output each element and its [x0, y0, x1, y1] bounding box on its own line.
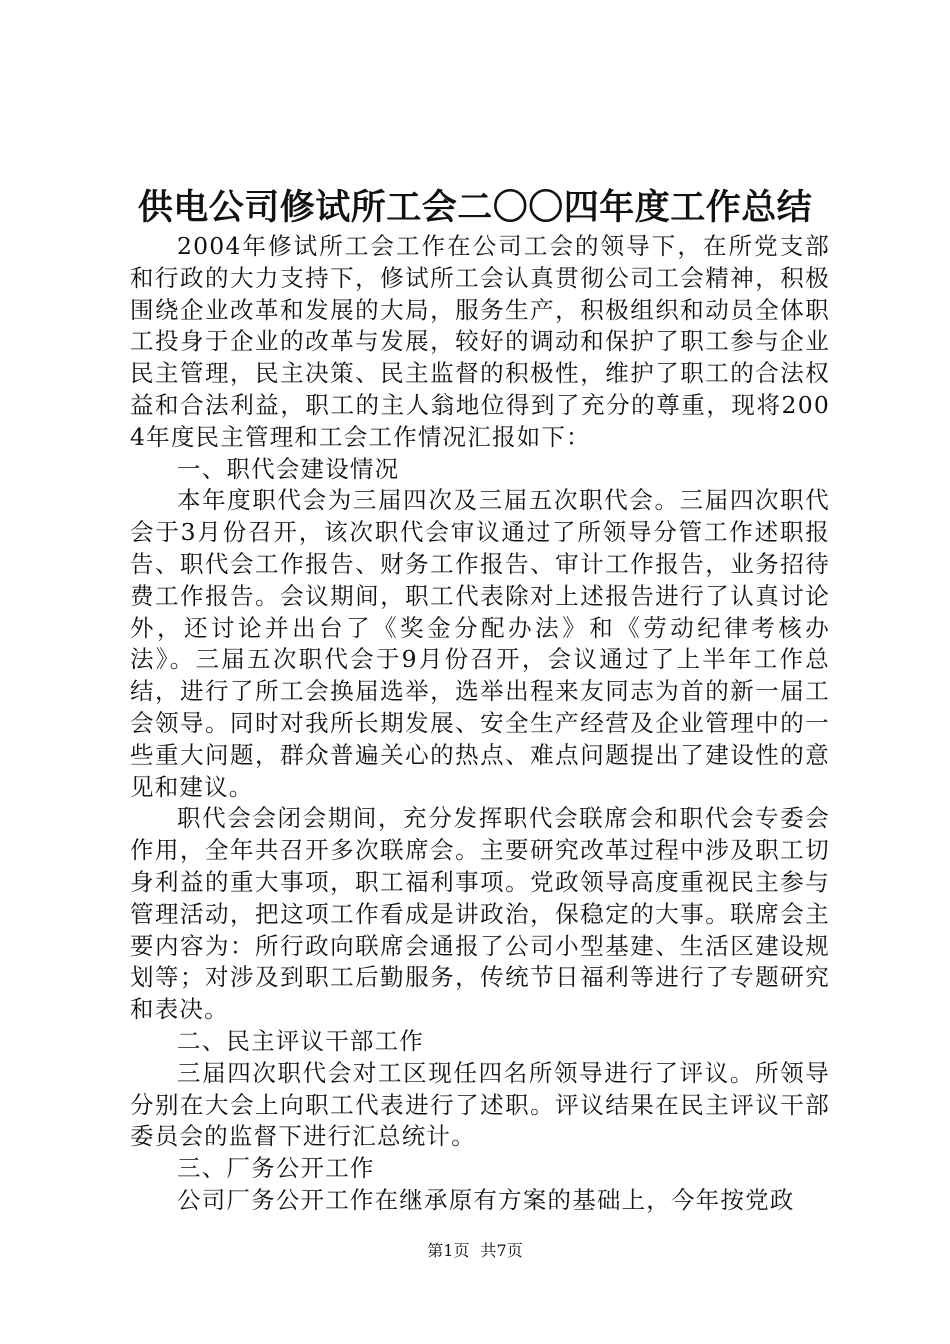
- paragraph-congress: 本年度职代会为三届四次及三届五次职代会。三届四次职代会于3月份召开，该次职代会审议通过了所领导分管工作述职报告、职代会工作报告、财务工作报告、审计工作报告，业务招待费工作报告。会议期间，职工代表除对上述报告进行了认真讨论外，还讨论并出台了《奖金分配办法》和《劳动纪律考核办法》。三届五次职代会于9月份召开，会议通过了上半年工作总结，进行了所工会换届选举，选举出程来友同志为首的新一届工会领导。同时对我所长期发展、安全生产经营及企业管理中的一些重大问题，群众普遍关心的热点、难点问题提出了建设性的意见和建议。: [130, 486, 830, 801]
- section-heading-1: 一、职代会建设情况: [177, 454, 400, 483]
- section-heading-2: 二、民主评议干部工作: [177, 1026, 424, 1055]
- paragraph-joint-meeting: 职代会会闭会期间，充分发挥职代会联席会和职代会专委会作用，全年共召开多次联席会。主要研究改革过程中涉及职工切身利益的重大事项，职工福利事项。党政领导高度重视民主参与管理活动，把这项工作看成是讲政治，保稳定的大事。联席会主要内容为：所行政向联席会通报了公司小型基建、生活区建设规划等；对涉及到职工后勤服务，传统节日福利等进行了专题研究和表决。: [130, 804, 830, 1024]
- document-title: 供电公司修试所工会二〇〇四年度工作总结: [137, 187, 813, 228]
- paragraph-intro: 2004年修试所工会工作在公司工会的领导下，在所党支部和行政的大力支持下，修试所工会认真贯彻公司工会精神，积极围绕企业改革和发展的大局，服务生产，积极组织和动员全体职工投身于企业的改革与发展，较好的调动和保护了职工参与企业民主管理，民主决策、民主监督的积极性，维护了职工的合法权益和合法利益，职工的主人翁地位得到了充分的尊重，现将2004年度民主管理和工会工作情况汇报如下：: [130, 232, 830, 451]
- page-number: 第1页: [427, 1241, 470, 1260]
- page-footer: [0, 1240, 950, 1262]
- document-body: [130, 231, 830, 1217]
- page-total: 共7页: [480, 1241, 523, 1260]
- paragraph-disclosure: 公司厂务公开工作在继承原有方案的基础上，今年按党政: [177, 1185, 795, 1214]
- section-heading-3: 三、厂务公开工作: [177, 1154, 375, 1183]
- paragraph-evaluation: 三届四次职代会对工区现任四名所领导进行了评议。所领导分别在大会上向职工代表进行了述职。评议结果在民主评议干部委员会的监督下进行汇总统计。: [130, 1058, 830, 1151]
